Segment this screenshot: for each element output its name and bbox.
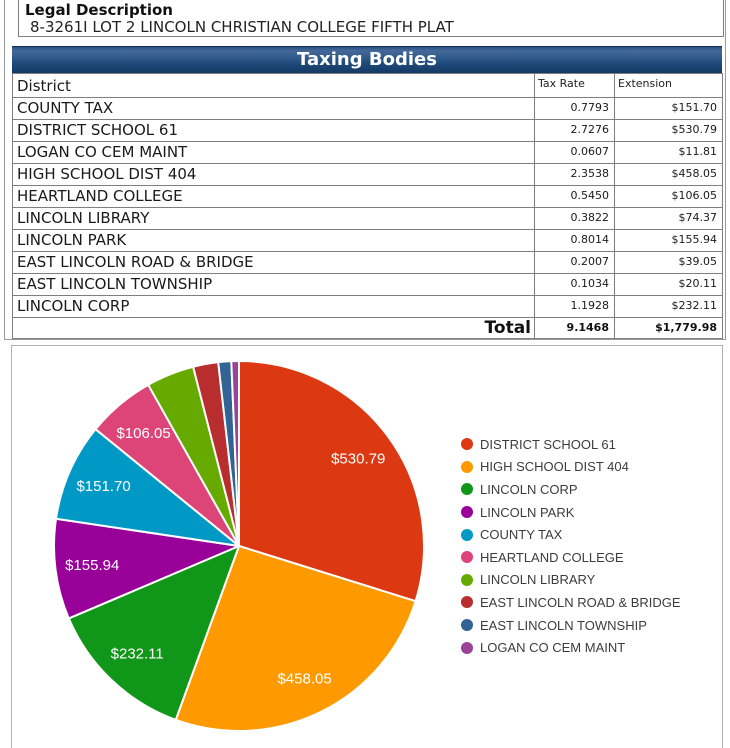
cell-district-lincoln-park: LINCOLN PARK [13,230,535,252]
cell-extension: $232.11 [615,296,723,318]
legend-item-district-school-61 [461,433,681,456]
legend-item-east-lincoln-road-bridge [461,591,681,614]
total-label: Total [13,318,535,339]
pie-slice-label-heartland-college: $106.05 [116,424,171,442]
legend-swatch-icon [461,438,473,450]
pie-slice-label-district-school-61: $530.79 [331,450,386,468]
cell-extension: $39.05 [615,252,723,274]
cell-tax-rate: 0.3822 [535,208,615,230]
table-row [13,186,723,208]
total-tax-rate: 9.1468 [535,318,615,339]
pie-slice-label-lincoln-corp: $232.11 [110,645,164,663]
legend-swatch-icon [461,574,473,586]
legend-swatch-icon [461,596,473,608]
table-row [13,230,723,252]
total-extension: $1,779.98 [615,318,723,339]
legend-label: LOGAN CO CEM MAINT [480,640,626,656]
legend-swatch-icon [461,642,473,654]
cell-district-logan-co-cem-maint: LOGAN CO CEM MAINT [13,142,535,164]
taxing-bodies-table [12,73,723,339]
legend-label: EAST LINCOLN ROAD & BRIDGE [480,594,681,610]
table-row [13,208,723,230]
legend-item-high-school-dist-404 [461,456,681,479]
legend-swatch-icon [461,483,473,495]
legend-label: HEARTLAND COLLEGE [480,549,624,565]
table-row [13,98,723,120]
table-row [13,142,723,164]
legend-label: EAST LINCOLN TOWNSHIP [480,617,647,633]
cell-extension: $458.05 [615,164,723,186]
legend-swatch-icon [461,529,473,541]
table-row [13,120,723,142]
cell-district-county-tax: COUNTY TAX [13,98,535,120]
legend-label: HIGH SCHOOL DIST 404 [480,459,629,475]
cell-district-district-school-61: DISTRICT SCHOOL 61 [13,120,535,142]
cell-district-lincoln-library: LINCOLN LIBRARY [13,208,535,230]
legend-label: LINCOLN LIBRARY [480,572,596,588]
legend-item-lincoln-corp [461,478,681,501]
cell-district-east-lincoln-road-bridge: EAST LINCOLN ROAD & BRIDGE [13,252,535,274]
legend-item-lincoln-library [461,569,681,592]
cell-extension: $151.70 [615,98,723,120]
cell-tax-rate: 0.1034 [535,274,615,296]
table-row [13,252,723,274]
cell-extension: $530.79 [615,120,723,142]
cell-extension: $20.11 [615,274,723,296]
cell-extension: $106.05 [615,186,723,208]
pie-slice-label-lincoln-park: $155.94 [65,556,120,574]
cell-extension: $74.37 [615,208,723,230]
pie-chart-legend [461,433,681,659]
table-row [13,164,723,186]
column-header-district: District [13,74,535,98]
cell-tax-rate: 0.8014 [535,230,615,252]
report-upper-frame [4,0,726,340]
cell-extension: $11.81 [615,142,723,164]
cell-tax-rate: 1.1928 [535,296,615,318]
legal-description-box [18,0,724,37]
taxing-bodies-header-bar [12,46,722,73]
table-row [13,274,723,296]
legend-item-lincoln-park [461,501,681,524]
legend-item-county-tax [461,523,681,546]
legend-item-heartland-college [461,546,681,569]
pie-slice-label-high-school-dist-404: $458.05 [277,670,332,688]
legend-item-logan-co-cem-maint [461,636,681,659]
legend-label: LINCOLN PARK [480,504,575,520]
cell-district-heartland-college: HEARTLAND COLLEGE [13,186,535,208]
legend-swatch-icon [461,619,473,631]
pie-slice-label-county-tax: $151.70 [76,478,131,496]
cell-tax-rate: 0.5450 [535,186,615,208]
table-total-row [13,318,723,339]
cell-tax-rate: 0.0607 [535,142,615,164]
legend-swatch-icon [461,551,473,563]
legend-item-east-lincoln-township [461,614,681,637]
cell-district-east-lincoln-township: EAST LINCOLN TOWNSHIP [13,274,535,296]
column-header-tax-rate: Tax Rate [535,74,615,98]
legal-description-value: 8-3261I LOT 2 LINCOLN CHRISTIAN COLLEGE FIFTH PLAT [30,18,454,36]
column-header-extension: Extension [615,74,723,98]
cell-tax-rate: 0.7793 [535,98,615,120]
legal-description-title: Legal Description [25,1,173,19]
tax-distribution-chart-panel [11,345,723,748]
cell-district-high-school-dist-404: HIGH SCHOOL DIST 404 [13,164,535,186]
cell-tax-rate: 2.7276 [535,120,615,142]
cell-tax-rate: 2.3538 [535,164,615,186]
legend-swatch-icon [461,461,473,473]
cell-district-lincoln-corp: LINCOLN CORP [13,296,535,318]
legend-swatch-icon [461,506,473,518]
legend-label: COUNTY TAX [480,527,563,543]
table-row [13,296,723,318]
taxing-bodies-title: Taxing Bodies [297,49,437,70]
cell-tax-rate: 0.2007 [535,252,615,274]
cell-extension: $155.94 [615,230,723,252]
table-header-row [13,74,723,98]
legend-label: LINCOLN CORP [480,481,578,497]
legend-label: DISTRICT SCHOOL 61 [480,436,616,452]
